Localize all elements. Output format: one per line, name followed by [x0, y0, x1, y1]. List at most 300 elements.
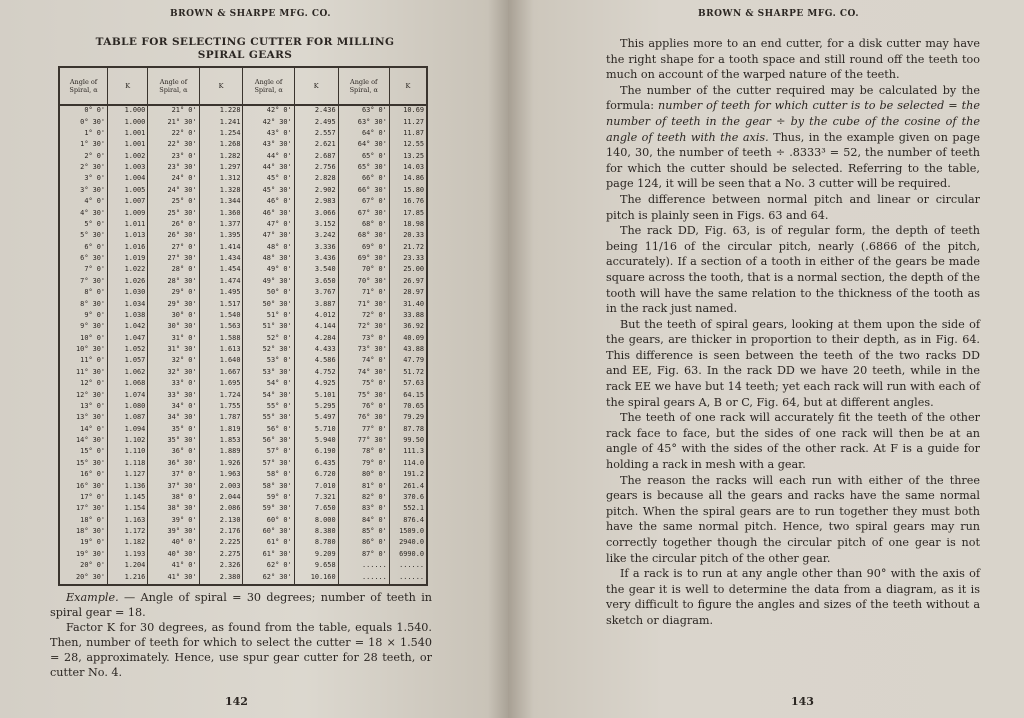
header-k-3: K [294, 68, 338, 105]
angle-cell: 24° 0' [148, 174, 199, 185]
angle-cell: 52° 0' [243, 334, 294, 345]
k-cell: 1.102 [108, 436, 148, 447]
angle-cell: 27° 30' [148, 254, 199, 265]
paragraph-2-start: The number of the cutter required may be calculated by the formula: [606, 83, 980, 113]
k-cell: 2.621 [294, 140, 338, 151]
table-row [60, 311, 426, 322]
angle-cell: 44° 0' [243, 152, 294, 163]
k-cell: 1.068 [108, 379, 148, 390]
k-cell: 2940.0 [399, 538, 424, 547]
angle-cell: 35° 0' [148, 425, 199, 436]
angle-cell: 38° 0' [148, 493, 199, 504]
angle-cell: 14° 30' [60, 436, 108, 447]
k-cell: 2.902 [294, 186, 338, 197]
k-cell: 1.344 [199, 197, 243, 208]
angle-cell: 68° 0' [338, 220, 389, 231]
angle-cell: 26° 0' [148, 220, 199, 231]
k-cell: 2.176 [199, 527, 243, 538]
k-cell: 1.787 [199, 413, 243, 424]
table-row [60, 470, 426, 481]
angle-cell: 36° 0' [148, 447, 199, 458]
k-cell: 31.40 [403, 299, 424, 308]
angle-cell: 72° 0' [338, 311, 389, 322]
k-cell: 2.687 [294, 152, 338, 163]
table-row [60, 391, 426, 402]
angle-cell: 84° 0' [338, 516, 389, 527]
k-cell: 10.69 [403, 106, 424, 114]
angle-cell: 51° 30' [243, 322, 294, 333]
angle-cell: ...... [338, 561, 389, 572]
angle-cell: 73° 30' [338, 345, 389, 356]
angle-cell: 58° 30' [243, 482, 294, 493]
angle-cell: 39° 0' [148, 516, 199, 527]
k-cell: 5.101 [294, 391, 338, 402]
page-number-right: 143 [791, 695, 814, 708]
k-cell: 3.066 [294, 209, 338, 220]
table-row [60, 561, 426, 572]
angle-cell: 65° 0' [338, 152, 389, 163]
k-cell: 20.33 [403, 231, 424, 240]
k-cell: 8.780 [294, 538, 338, 549]
k-cell: 79.29 [403, 413, 424, 422]
angle-cell: 13° 0' [60, 402, 108, 413]
table-row [60, 288, 426, 299]
angle-cell: 71° 30' [338, 300, 389, 311]
table-row [60, 140, 426, 151]
k-cell: 36.92 [403, 322, 424, 331]
angle-cell: 69° 0' [338, 243, 389, 254]
page-number-left: 142 [225, 695, 248, 708]
angle-cell: 20° 30' [60, 573, 108, 584]
angle-cell: 39° 30' [148, 527, 199, 538]
k-cell: 3.152 [294, 220, 338, 231]
k-cell: 43.88 [403, 345, 424, 354]
table-row [60, 209, 426, 220]
table-title [60, 36, 430, 62]
angle-cell: 87° 0' [338, 550, 389, 561]
angle-cell: 2° 0' [60, 152, 108, 163]
k-cell: 9.658 [294, 561, 338, 572]
k-cell: 1.755 [199, 402, 243, 413]
angle-cell: 5° 30' [60, 231, 108, 242]
k-cell: 1.216 [108, 573, 148, 584]
table-row [60, 197, 426, 208]
table-row [60, 105, 426, 118]
k-cell: 1.588 [199, 334, 243, 345]
k-cell: 7.321 [294, 493, 338, 504]
table-row [60, 277, 426, 288]
k-cell: 1.640 [199, 356, 243, 367]
k-cell: 1.016 [108, 243, 148, 254]
table-header-row [60, 68, 426, 105]
angle-cell: 1° 0' [60, 129, 108, 140]
paragraph-1: This applies more to an end cutter, for a disk cutter may have the right shape for a tooth space and still round off the teeth too much on account of the warped nature of the teeth. [606, 37, 980, 82]
k-cell: 4.012 [294, 311, 338, 322]
angle-cell: 70° 0' [338, 265, 389, 276]
k-cell: 21.72 [403, 242, 424, 251]
k-cell: 261.4 [403, 481, 424, 490]
angle-cell: 79° 0' [338, 459, 389, 470]
angle-cell: 55° 0' [243, 402, 294, 413]
angle-cell: 50° 30' [243, 300, 294, 311]
k-cell: 2.828 [294, 174, 338, 185]
angle-cell: 61° 0' [243, 538, 294, 549]
angle-cell: 27° 0' [148, 243, 199, 254]
angle-cell: 31° 30' [148, 345, 199, 356]
angle-cell: 71° 0' [338, 288, 389, 299]
k-cell: 6.720 [294, 470, 338, 481]
angle-cell: 26° 30' [148, 231, 199, 242]
example-paragraph [50, 590, 432, 620]
header-angle-2: Angle of Spiral, α [148, 68, 199, 105]
k-cell: 1.047 [108, 334, 148, 345]
angle-cell: 21° 30' [148, 118, 199, 129]
k-cell: 5.940 [294, 436, 338, 447]
angle-cell: 32° 30' [148, 368, 199, 379]
table-row [60, 322, 426, 333]
angle-cell: 40° 30' [148, 550, 199, 561]
paragraph-4: The rack DD, Fig. 63, is of regular form, the depth of teeth being 11/16 of the circular pitch, nearly (.6866 of the pitch, accurately). If a section of a tooth in either of the gears be made square across the tooth, that is a normal section, the depth of the tooth will have the same relation to the thickness of the tooth as in the rack just named. [606, 224, 980, 316]
angle-cell: 85° 0' [338, 527, 389, 538]
k-cell: 1.241 [199, 118, 243, 129]
angle-cell: 52° 30' [243, 345, 294, 356]
angle-cell: 22° 30' [148, 140, 199, 151]
k-cell: 1.003 [108, 163, 148, 174]
angle-cell: 15° 30' [60, 459, 108, 470]
k-cell: 1.001 [108, 129, 148, 140]
table-row [60, 334, 426, 345]
angle-cell: 41° 0' [148, 561, 199, 572]
k-cell: 1.007 [108, 197, 148, 208]
angle-cell: 4° 0' [60, 197, 108, 208]
k-cell: 1.062 [108, 368, 148, 379]
angle-cell: 68° 30' [338, 231, 389, 242]
angle-cell: 56° 0' [243, 425, 294, 436]
k-cell: 3.436 [294, 254, 338, 265]
angle-cell: 58° 0' [243, 470, 294, 481]
table-row [60, 368, 426, 379]
paragraph-5: But the teeth of spiral gears, looking at them upon the side of the gears, are thicker in proportion to their depth, as in Fig. 64. This difference is seen between the teeth of the two racks DD and EE, Fig. 63. In the rack DD we have 20 teeth, while in the rack EE we have but 14 teeth; yet each rack will run with each of the spiral gears A, B or C, Fig. 64, but at different angles. [606, 317, 980, 409]
table-row [60, 379, 426, 390]
angle-cell: 16° 30' [60, 482, 108, 493]
k-cell: 1.268 [199, 140, 243, 151]
angle-cell: 9° 0' [60, 311, 108, 322]
k-cell: 2.756 [294, 163, 338, 174]
k-cell: 1.019 [108, 254, 148, 265]
k-cell: 1.414 [199, 243, 243, 254]
k-cell: ...... [399, 561, 424, 570]
angle-cell: 25° 0' [148, 197, 199, 208]
angle-cell: 75° 0' [338, 379, 389, 390]
k-cell: 1.395 [199, 231, 243, 242]
angle-cell: 12° 30' [60, 391, 108, 402]
k-cell: 17.85 [403, 208, 424, 217]
angle-cell: 0° 30' [60, 118, 108, 129]
paragraph-2 [606, 83, 980, 192]
angle-cell: 59° 30' [243, 504, 294, 515]
k-cell: 1.030 [108, 288, 148, 299]
header-angle-1: Angle of Spiral, α [60, 68, 108, 105]
angle-cell: 45° 30' [243, 186, 294, 197]
angle-cell: 47° 0' [243, 220, 294, 231]
k-cell: 2.130 [199, 516, 243, 527]
angle-cell: 11° 30' [60, 368, 108, 379]
k-cell: 1.182 [108, 538, 148, 549]
k-cell: 1.004 [108, 174, 148, 185]
angle-cell: 17° 30' [60, 504, 108, 515]
k-cell: 1.297 [199, 163, 243, 174]
k-cell: 2.380 [199, 573, 243, 584]
k-cell: 1.042 [108, 322, 148, 333]
angle-cell: 23° 0' [148, 152, 199, 163]
table-row [60, 504, 426, 515]
table-row [60, 516, 426, 527]
k-cell: 3.336 [294, 243, 338, 254]
angle-cell: 25° 30' [148, 209, 199, 220]
angle-cell: 40° 0' [148, 538, 199, 549]
k-cell: 1.312 [199, 174, 243, 185]
k-cell: 3.887 [294, 300, 338, 311]
angle-cell: 67° 30' [338, 209, 389, 220]
example-label: Example. [66, 591, 119, 604]
angle-cell: 19° 0' [60, 538, 108, 549]
k-cell: 87.78 [403, 424, 424, 433]
table-row [60, 425, 426, 436]
angle-cell: 77° 30' [338, 436, 389, 447]
k-cell: 13.25 [403, 151, 424, 160]
k-cell: 2.225 [199, 538, 243, 549]
angle-cell: 7° 30' [60, 277, 108, 288]
angle-cell: 24° 30' [148, 186, 199, 197]
k-cell: 1.613 [199, 345, 243, 356]
angle-cell: 62° 0' [243, 561, 294, 572]
k-cell: 99.50 [403, 436, 424, 445]
angle-cell: 66° 30' [338, 186, 389, 197]
angle-cell: 37° 30' [148, 482, 199, 493]
angle-cell: 20° 0' [60, 561, 108, 572]
k-cell: 57.63 [403, 379, 424, 388]
k-cell: 28.97 [403, 288, 424, 297]
angle-cell: 43° 0' [243, 129, 294, 140]
angle-cell: 76° 30' [338, 413, 389, 424]
k-cell: 1.377 [199, 220, 243, 231]
right-page-text [606, 36, 980, 629]
k-cell: 6990.0 [399, 549, 424, 558]
cutter-table-frame [58, 66, 428, 586]
k-cell: 1.819 [199, 425, 243, 436]
table-row [60, 573, 426, 584]
header-k-1: K [108, 68, 148, 105]
k-cell: 1.360 [199, 209, 243, 220]
angle-cell: 80° 0' [338, 470, 389, 481]
k-cell: 70.65 [403, 401, 424, 410]
angle-cell: 28° 0' [148, 265, 199, 276]
k-cell: 1.667 [199, 368, 243, 379]
k-cell: 1.228 [199, 105, 243, 118]
angle-cell: 73° 0' [338, 334, 389, 345]
k-cell: 1.540 [199, 311, 243, 322]
k-cell: 14.03 [403, 163, 424, 172]
table-title-line1: TABLE FOR SELECTING CUTTER FOR MILLING [95, 36, 395, 48]
paragraph-6: The teeth of one rack will accurately fit the teeth of the other rack face to face, but the sides of one rack will then be at an angle of 45° with the sides of the other rack. At F is a guide for holding a rack in mesh with a gear. [606, 411, 980, 472]
k-cell: 11.87 [403, 128, 424, 137]
angle-cell: 3° 30' [60, 186, 108, 197]
k-cell: 1.254 [199, 129, 243, 140]
angle-cell: 11° 0' [60, 356, 108, 367]
angle-cell: 56° 30' [243, 436, 294, 447]
k-cell: 111.3 [403, 447, 424, 456]
table-row [60, 163, 426, 174]
table-row [60, 174, 426, 185]
angle-cell: 63° 30' [338, 118, 389, 129]
k-cell: 15.80 [403, 185, 424, 194]
paragraph-7: The reason the racks will each run with either of the three gears is because all the gears and racks have the same normal pitch. When the spiral gears are to run together they must both have the same normal pitch. Hence, two spiral gears may run correctly together though the circular pitch of one gear is not like the circular pitch of the other gear. [606, 473, 980, 565]
k-cell: 1.038 [108, 311, 148, 322]
angle-cell: 12° 0' [60, 379, 108, 390]
k-cell: 2.436 [294, 105, 338, 118]
k-cell: 1.926 [199, 459, 243, 470]
angle-cell: 83° 0' [338, 504, 389, 515]
angle-cell: 59° 0' [243, 493, 294, 504]
k-cell: 1.080 [108, 402, 148, 413]
k-cell: 9.209 [294, 550, 338, 561]
angle-cell: 60° 30' [243, 527, 294, 538]
k-cell: 8.380 [294, 527, 338, 538]
table-row [60, 459, 426, 470]
angle-cell: 10° 30' [60, 345, 108, 356]
angle-cell: 3° 0' [60, 174, 108, 185]
angle-cell: 29° 0' [148, 288, 199, 299]
angle-cell: 41° 30' [148, 573, 199, 584]
angle-cell: 65° 30' [338, 163, 389, 174]
angle-cell: 46° 30' [243, 209, 294, 220]
angle-cell: 28° 30' [148, 277, 199, 288]
k-cell: 1.011 [108, 220, 148, 231]
angle-cell: 34° 0' [148, 402, 199, 413]
left-page [0, 0, 508, 718]
running-head-left: BROWN & SHARPE MFG. CO. [170, 9, 331, 19]
k-cell: 1.963 [199, 470, 243, 481]
k-cell: 1.724 [199, 391, 243, 402]
paragraph-3: The difference between normal pitch and linear or circular pitch is plainly seen in Figs. 63 and 64. [606, 192, 980, 222]
angle-cell: 69° 30' [338, 254, 389, 265]
angle-cell: 53° 0' [243, 356, 294, 367]
table-row [60, 527, 426, 538]
angle-cell: 30° 30' [148, 322, 199, 333]
k-cell: 1.563 [199, 322, 243, 333]
k-cell: 1.853 [199, 436, 243, 447]
angle-cell: 18° 30' [60, 527, 108, 538]
table-row [60, 493, 426, 504]
k-cell: 4.586 [294, 356, 338, 367]
header-k-2: K [199, 68, 243, 105]
k-cell: 1.118 [108, 459, 148, 470]
k-cell: 1.074 [108, 391, 148, 402]
k-cell: 8.000 [294, 516, 338, 527]
example-text [50, 590, 432, 680]
angle-cell: 45° 0' [243, 174, 294, 185]
table-row [60, 220, 426, 231]
angle-cell: 6° 30' [60, 254, 108, 265]
k-cell: 1.087 [108, 413, 148, 424]
paragraph-8: If a rack is to run at any angle other than 90° with the axis of the gear it is well to determine the data from a diagram, as it is very difficult to figure the angles and sizes of the teeth without a sketch or diagram. [606, 567, 980, 627]
k-cell: 1.136 [108, 482, 148, 493]
angle-cell: 63° 0' [338, 105, 389, 118]
k-cell: 5.497 [294, 413, 338, 424]
angle-cell: 57° 0' [243, 447, 294, 458]
k-cell: 2.086 [199, 504, 243, 515]
table-row [60, 300, 426, 311]
table-row [60, 538, 426, 549]
k-cell: 4.752 [294, 368, 338, 379]
angle-cell: 14° 0' [60, 425, 108, 436]
k-cell: 3.650 [294, 277, 338, 288]
angle-cell: 53° 30' [243, 368, 294, 379]
angle-cell: 17° 0' [60, 493, 108, 504]
angle-cell: 23° 30' [148, 163, 199, 174]
table-row [60, 447, 426, 458]
angle-cell: 16° 0' [60, 470, 108, 481]
k-cell: 1.009 [108, 209, 148, 220]
k-cell: 191.2 [403, 470, 424, 479]
k-cell: 33.88 [403, 310, 424, 319]
right-page [508, 0, 1024, 718]
table-row [60, 254, 426, 265]
angle-cell: 2° 30' [60, 163, 108, 174]
factor-paragraph: Factor K for 30 degrees, as found from the table, equals 1.540. Then, number of teeth for which to select the cutter = 18 × 1.540 = 28, approximately. Hence, use spur gear cutter for 28 teeth, or cutter No. 4. [50, 621, 432, 679]
angle-cell: 15° 0' [60, 447, 108, 458]
k-cell: 4.925 [294, 379, 338, 390]
angle-cell: 33° 0' [148, 379, 199, 390]
angle-cell: 74° 0' [338, 356, 389, 367]
angle-cell: 64° 30' [338, 140, 389, 151]
k-cell: 14.86 [403, 174, 424, 183]
angle-cell: 13° 30' [60, 413, 108, 424]
angle-cell: 9° 30' [60, 322, 108, 333]
k-cell: 3.540 [294, 265, 338, 276]
k-cell: 2.557 [294, 129, 338, 140]
angle-cell: 43° 30' [243, 140, 294, 151]
k-cell: 26.97 [403, 276, 424, 285]
angle-cell: 66° 0' [338, 174, 389, 185]
angle-cell: 55° 30' [243, 413, 294, 424]
k-cell: 4.144 [294, 322, 338, 333]
table-row [60, 186, 426, 197]
k-cell: 1.002 [108, 152, 148, 163]
k-cell: 1.022 [108, 265, 148, 276]
k-cell: 1.005 [108, 186, 148, 197]
angle-cell: 62° 30' [243, 573, 294, 584]
angle-cell: 77° 0' [338, 425, 389, 436]
table-row [60, 231, 426, 242]
k-cell: 1.517 [199, 300, 243, 311]
k-cell: 1.001 [108, 140, 148, 151]
k-cell: 47.79 [403, 356, 424, 365]
k-cell: 370.6 [403, 492, 424, 501]
k-cell: 1.474 [199, 277, 243, 288]
k-cell: 1.145 [108, 493, 148, 504]
k-cell: 10.160 [294, 573, 338, 584]
angle-cell: 51° 0' [243, 311, 294, 322]
angle-cell: 22° 0' [148, 129, 199, 140]
angle-cell: 54° 0' [243, 379, 294, 390]
k-cell: 1.193 [108, 550, 148, 561]
angle-cell: 57° 30' [243, 459, 294, 470]
k-cell: 11.27 [403, 117, 424, 126]
angle-cell: 82° 0' [338, 493, 389, 504]
k-cell: 1.110 [108, 447, 148, 458]
k-cell: 25.00 [403, 265, 424, 274]
